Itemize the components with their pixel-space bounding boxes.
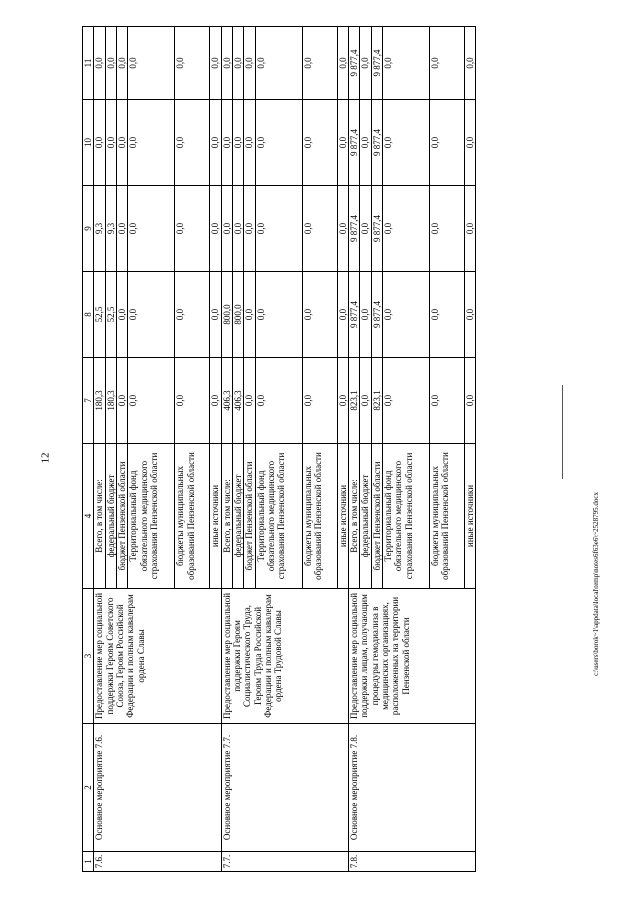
col-header: 11 [83,27,94,100]
value-cell: 0,0 [255,100,302,186]
value-cell: 800,0 [221,272,232,358]
value-cell: 0,0 [244,27,255,100]
value-cell: 823,1 [349,358,360,444]
value-cell: 0,0 [360,186,371,272]
value-cell: 0,0 [360,27,371,100]
value-cell: 0,0 [430,358,465,444]
source-label: Всего, в том числе: [349,444,360,589]
footer-path-text: c:\users\borok~1\appdata\local\temp\notes6f63e6\~2528795.docx [592,492,600,676]
value-cell: 0,0 [117,100,128,186]
source-label: иные источники [210,444,221,589]
value-cell: 0,0 [383,272,430,358]
col-header: 2 [83,724,94,852]
value-cell: 0,0 [117,27,128,100]
value-cell: 0,0 [337,100,348,186]
value-cell: 0,0 [383,100,430,186]
value-cell: 0,0 [117,358,128,444]
value-cell: 0,0 [302,100,337,186]
value-cell: 9,3 [105,186,116,272]
value-cell: 0,0 [175,186,210,272]
value-cell: 9 877,4 [349,272,360,358]
col-header: 1 [83,852,94,872]
value-cell: 0,0 [255,358,302,444]
table-row [94,27,105,872]
event-name: Основное мероприятие 7.6. [94,724,221,852]
value-cell: 0,0 [337,186,348,272]
value-cell: 0,0 [175,100,210,186]
value-cell: 0,0 [430,27,465,100]
value-cell: 0,0 [244,272,255,358]
value-cell: 0,0 [210,186,221,272]
col-header: 7 [83,358,94,444]
value-cell: 0,0 [221,27,232,100]
value-cell: 0,0 [465,272,476,358]
source-label: иные источники [337,444,348,589]
group-number: 7.8. [349,852,476,872]
value-cell: 0,0 [105,100,116,186]
col-header: 3 [83,589,94,724]
col-header: 8 [83,272,94,358]
value-cell: 0,0 [360,100,371,186]
value-cell: 0,0 [128,100,175,186]
value-cell: 0,0 [128,358,175,444]
page-number: 12 [39,452,52,464]
value-cell: 0,0 [302,186,337,272]
source-label: бюджеты муниципальных образований Пензенской области [175,444,210,589]
source-label: Всего, в том числе: [94,444,105,589]
value-cell: 0,0 [244,100,255,186]
value-cell: 0,0 [128,186,175,272]
value-cell: 0,0 [117,272,128,358]
value-cell: 0,0 [233,100,244,186]
value-cell: 0,0 [465,100,476,186]
value-cell: 0,0 [221,186,232,272]
event-description: Предоставление мер социальной поддержки Героям Советского Союза, Героям Российской Федерации и полным кавалерам ордена Славы [94,589,221,724]
source-label: иные источники [465,444,476,589]
value-cell: 0,0 [383,186,430,272]
value-cell: 406,3 [221,358,232,444]
value-cell: 823,1 [371,358,382,444]
value-cell: 406,3 [233,358,244,444]
event-name: Основное мероприятие 7.7. [221,724,348,852]
value-cell: 0,0 [430,272,465,358]
value-cell: 0,0 [244,186,255,272]
value-cell: 0,0 [175,27,210,100]
source-label: федеральный бюджет [233,444,244,589]
value-cell: 52,5 [105,272,116,358]
value-cell: 0,0 [465,358,476,444]
group-number: 7.7. [221,852,348,872]
source-label: Всего, в том числе: [221,444,232,589]
value-cell: 9 877,4 [349,27,360,100]
value-cell: 0,0 [210,27,221,100]
separator-line [562,385,563,479]
value-cell: 0,0 [255,27,302,100]
budget-table [82,26,476,872]
source-label: бюджеты муниципальных образований Пензенской области [302,444,337,589]
value-cell: 0,0 [337,358,348,444]
value-cell: 0,0 [337,272,348,358]
value-cell: 800,0 [233,272,244,358]
value-cell: 9,3 [94,186,105,272]
value-cell: 9 877,4 [371,186,382,272]
col-header: 9 [83,186,94,272]
value-cell: 0,0 [360,272,371,358]
value-cell: 0,0 [210,358,221,444]
value-cell: 0,0 [465,27,476,100]
rotated-table-container [82,27,542,872]
value-cell: 0,0 [255,186,302,272]
value-cell: 0,0 [302,27,337,100]
source-label: Территориальный фонд обязательного медицинского страхования Пензенской области [255,444,302,589]
value-cell: 0,0 [117,186,128,272]
value-cell: 0,0 [255,272,302,358]
value-cell: 0,0 [302,272,337,358]
value-cell: 0,0 [430,186,465,272]
header-row [83,27,94,872]
value-cell: 0,0 [221,100,232,186]
col-header: 4 [83,444,94,589]
value-cell: 0,0 [128,27,175,100]
value-cell: 0,0 [383,27,430,100]
value-cell: 0,0 [430,100,465,186]
event-description: Предоставление мер социальной поддержки Героям Социалистического Труда, Героям Труда Российской Федерации и полным кавалерам ордена Трудовой Славы [221,589,348,724]
value-cell: 0,0 [105,27,116,100]
value-cell: 52,5 [94,272,105,358]
event-name: Основное мероприятие 7.8. [349,724,476,852]
value-cell: 9 877,4 [371,100,382,186]
value-cell: 0,0 [210,100,221,186]
group-number: 7.6. [94,852,221,872]
value-cell: 180,3 [94,358,105,444]
value-cell: 0,0 [244,358,255,444]
table-body [94,27,476,872]
value-cell: 0,0 [233,27,244,100]
value-cell: 0,0 [210,272,221,358]
table-row [349,27,360,872]
value-cell: 0,0 [94,27,105,100]
value-cell: 0,0 [337,27,348,100]
source-label: федеральный бюджет [360,444,371,589]
value-cell: 9 877,4 [371,272,382,358]
value-cell: 0,0 [465,186,476,272]
source-label: бюджет Пензенской области [371,444,382,589]
value-cell: 0,0 [175,358,210,444]
value-cell: 0,0 [360,358,371,444]
source-label: бюджет Пензенской области [244,444,255,589]
value-cell: 0,0 [233,186,244,272]
value-cell: 9 877,4 [349,186,360,272]
value-cell: 9 877,4 [349,100,360,186]
source-label: бюджеты муниципальных образований Пензенской области [430,444,465,589]
value-cell: 0,0 [128,272,175,358]
value-cell: 9 877,4 [371,27,382,100]
source-label: федеральный бюджет [105,444,116,589]
source-label: Территориальный фонд обязательного медицинского страхования Пензенской области [128,444,175,589]
source-label: бюджет Пензенской области [117,444,128,589]
event-description: Предоставление мер социальной поддержки лицам, получающим процедуры гемодиализа в медицинских организациях, расположенных на территории Пензенской области [349,589,476,724]
value-cell: 0,0 [94,100,105,186]
col-header: 10 [83,100,94,186]
value-cell: 0,0 [302,358,337,444]
value-cell: 0,0 [383,358,430,444]
table-row [221,27,232,872]
value-cell: 0,0 [175,272,210,358]
value-cell: 180,3 [105,358,116,444]
source-label: Территориальный фонд обязательного медицинского страхования Пензенской области [383,444,430,589]
